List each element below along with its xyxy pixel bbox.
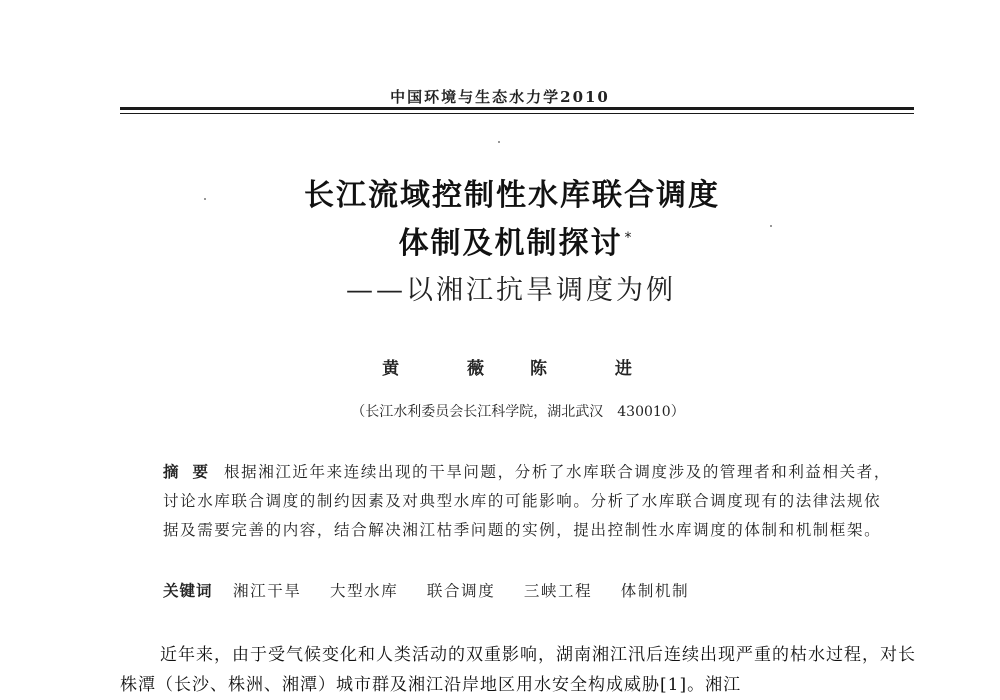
author-name: 黄 薇 <box>382 359 507 379</box>
abstract-label: 摘要 <box>163 463 223 481</box>
keywords-label: 关键词 <box>163 582 213 600</box>
title-footnote-mark: * <box>624 230 634 246</box>
keyword: 联合调度 <box>426 582 496 600</box>
author-affiliation: （长江水利委员会长江科学院，湖北武汉 430010） <box>351 404 685 420</box>
scan-speck <box>498 141 500 143</box>
keyword: 体制机制 <box>620 582 690 600</box>
keyword: 湘江干旱 <box>233 582 302 600</box>
paper-title-line2 <box>16 218 1000 262</box>
keyword: 大型水库 <box>329 582 399 600</box>
keywords <box>163 579 893 601</box>
body-paragraph: 近年来，由于受气候变化和人类活动的双重影响，湖南湘江汛后连续出现严重的枯水过程，对长株潭（长沙、株洲、湘潭）城市群及湘江沿岸地区用水安全构成威胁[1]。湘江 <box>120 645 916 695</box>
keyword: 三峡工程 <box>523 582 593 600</box>
header-rule-thick <box>120 107 914 110</box>
paper-title-line2-text: 体制及机制探讨 <box>398 226 623 261</box>
abstract-text: 根据湘江近年来连续出现的干旱问题，分析了水库联合调度涉及的管理者和利益相关者，讨论水库联合调度的制约因素及对典型水库的可能影响。分析了水库联合调度现有的法律法规依据及需要完善的内容，结合解决湘江枯季问题的实例，提出控制性水库调度的体制和机制框架。 <box>163 463 891 539</box>
abstract <box>163 458 893 545</box>
paper-subtitle: ——以湘江抗旱调度为例 <box>346 275 676 306</box>
scan-speck <box>770 225 772 227</box>
scan-speck <box>204 198 206 200</box>
header-rule-thin <box>120 113 914 114</box>
author-name: 陈 进 <box>529 359 654 379</box>
author-list <box>0 354 1000 379</box>
journal-header: 中国环境与生态水力学2010 <box>390 88 610 106</box>
paper-title-line1: 长江流域控制性水库联合调度 <box>304 178 720 213</box>
